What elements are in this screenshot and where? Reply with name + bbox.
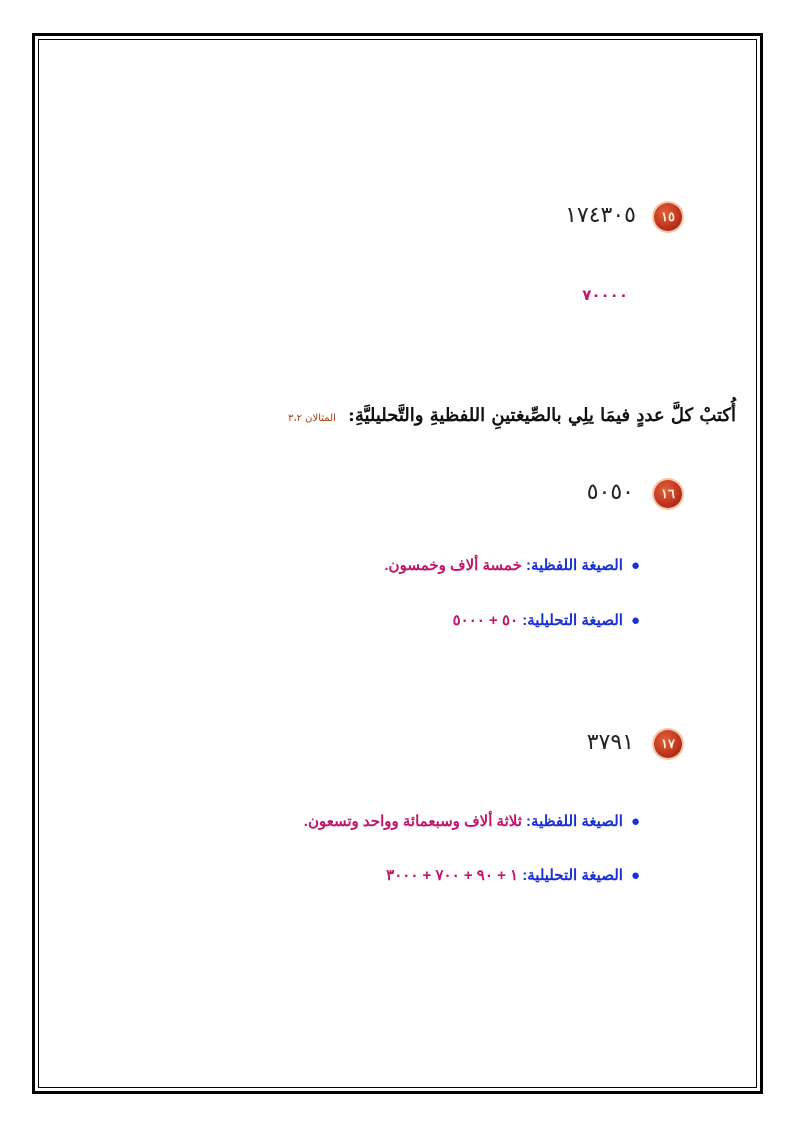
question-16-number: ٥٠٥٠	[586, 480, 634, 505]
bullet-icon: ●	[630, 813, 640, 830]
expanded-form-label: الصيغة التحليلية:	[522, 612, 623, 629]
instruction-text: أُكتبْ كلَّ عددٍ فيمَا يلِي بالصِّيغتينِ اللفظيةِ والتَّحليليَّةِ:	[348, 405, 736, 426]
instruction-heading	[288, 405, 736, 426]
verbal-form-value: خمسة ألاف وخمسون.	[384, 557, 522, 574]
question-15-badge: ١٥	[654, 203, 682, 231]
question-15-number: ١٧٤٣٠٥	[565, 203, 636, 228]
bullet-icon: ●	[630, 612, 640, 629]
question-16-verbal-form	[384, 556, 640, 574]
expanded-form-label: الصيغة التحليلية:	[522, 867, 623, 884]
question-17-badge: ١٧	[654, 730, 682, 758]
expanded-form-value: ٥٠ + ٥٠٠٠	[452, 612, 519, 629]
question-17-number: ٣٧٩١	[586, 730, 634, 755]
verbal-form-value: ثلاثة ألاف وسبعمائة وواحد وتسعون.	[303, 813, 522, 830]
question-16-badge: ١٦	[654, 480, 682, 508]
instruction-reference: المثالان ٣،٢	[288, 413, 336, 424]
verbal-form-label: الصيغة اللفظية:	[526, 813, 623, 830]
question-15-answer: ٧٠٠٠٠	[582, 286, 628, 304]
question-17-expanded-form	[386, 866, 640, 884]
bullet-icon: ●	[630, 557, 640, 574]
verbal-form-label: الصيغة اللفظية:	[526, 557, 623, 574]
bullet-icon: ●	[630, 867, 640, 884]
question-17-verbal-form	[304, 812, 640, 830]
question-16-expanded-form	[453, 611, 640, 629]
expanded-form-value: ١ + ٩٠ + ٧٠٠ + ٣٠٠٠	[386, 867, 519, 884]
